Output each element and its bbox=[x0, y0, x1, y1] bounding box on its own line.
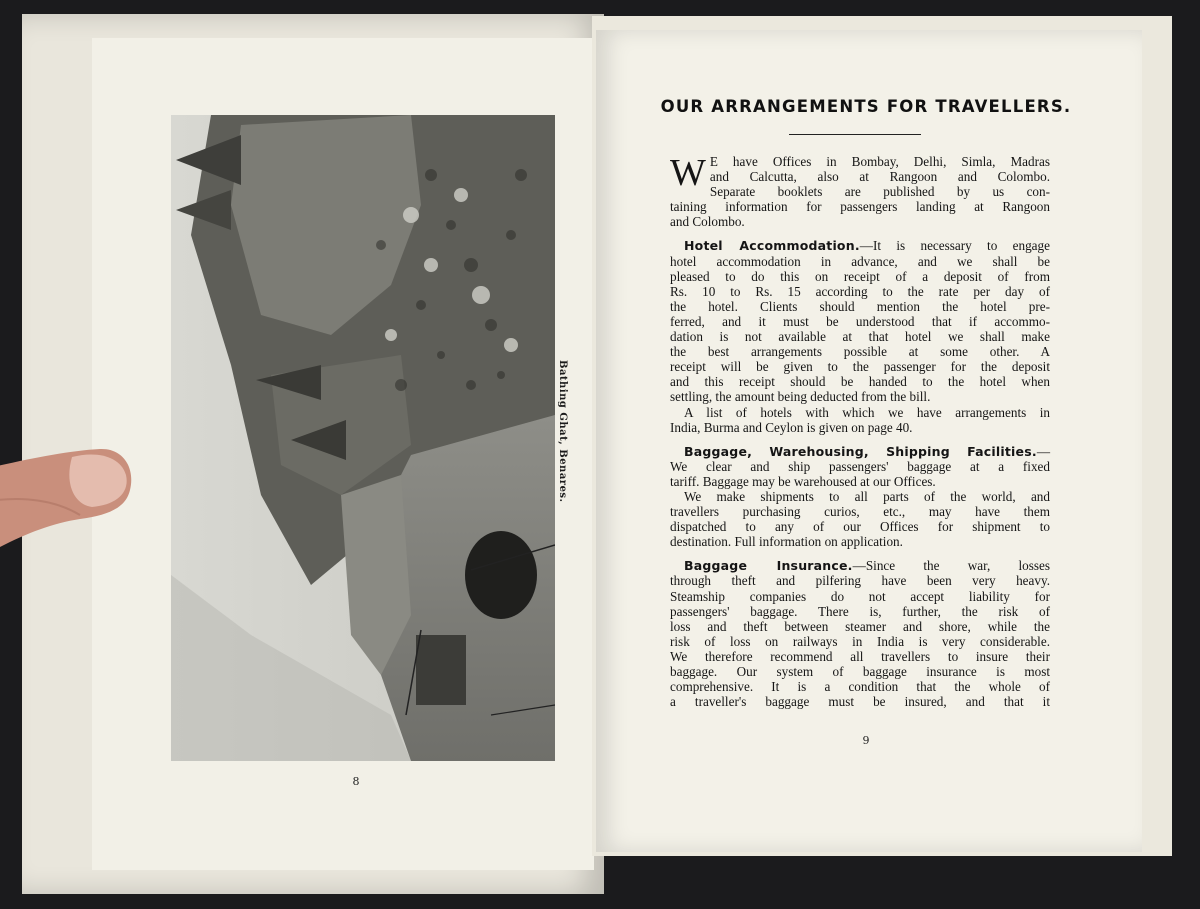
text-line: travellers purchasing curios, etc., may have them bbox=[670, 504, 1050, 520]
text-line: Separate booklets are published by us con- bbox=[709, 184, 1050, 200]
text-line: Baggage, Warehousing, Shipping Facilities.— bbox=[684, 443, 1050, 459]
text-line: A list of hotels with which we have arrangements in bbox=[684, 404, 1050, 420]
text-line: dispatched to any of our Offices for shipment to bbox=[670, 519, 1050, 535]
text-line: We make shipments to all parts of the world, and bbox=[684, 488, 1050, 504]
text-line: the best arrangements possible at some other. A bbox=[670, 344, 1050, 360]
text-line: and Calcutta, also at Rangoon and Colombo. bbox=[709, 169, 1050, 185]
text-line: and this receipt should be handed to the hotel when bbox=[670, 374, 1050, 390]
text-line: the hotel. Clients should mention the hotel pre- bbox=[670, 298, 1050, 314]
text-line: risk of loss on railways in India is very considerable. bbox=[670, 633, 1050, 649]
hotel-paragraph bbox=[670, 238, 1050, 434]
text-line: settling, the amount being deducted from the bill. bbox=[670, 389, 931, 405]
text-line: passengers' baggage. There is, further, the risk of bbox=[670, 603, 1050, 619]
bathing-ghat-photograph bbox=[171, 115, 555, 761]
body-text bbox=[670, 154, 1050, 709]
text-line: comprehensive. It is a condition that the whole of bbox=[670, 679, 1050, 695]
baggage-shipping-paragraph bbox=[670, 444, 1050, 550]
text-line: India, Burma and Ceylon is given on page 40. bbox=[670, 419, 913, 435]
photo-caption-text: Bathing Ghat, Benares. bbox=[557, 360, 568, 503]
text-line: Hotel Accommodation.—It is necessary to engage bbox=[684, 238, 1050, 254]
text-line: ferred, and it must be understood that if accommo- bbox=[670, 313, 1050, 329]
page-number-right: 9 bbox=[862, 734, 870, 747]
text-line: We clear and ship passengers' baggage at a fixed bbox=[670, 458, 1050, 474]
dropcap: W bbox=[670, 152, 706, 194]
page-title: OUR ARRANGEMENTS FOR TRAVELLERS. bbox=[660, 97, 1072, 116]
text-line: Rs. 10 to Rs. 15 according to the rate per day of bbox=[670, 283, 1050, 299]
text-line: taining information for passengers landing at Rangoon bbox=[670, 199, 1050, 215]
text-line: a traveller's baggage must be insured, and that it bbox=[670, 694, 1050, 710]
baggage-insurance-heading: Baggage Insurance. bbox=[684, 558, 853, 574]
text-line: E have Offices in Bombay, Delhi, Simla, Madras bbox=[709, 154, 1050, 169]
text-line: loss and theft between steamer and shore, while the bbox=[670, 618, 1050, 634]
text-line: through theft and pilfering have been very heavy. bbox=[670, 573, 1050, 589]
text-line: and Colombo. bbox=[670, 214, 745, 230]
baggage-insurance-paragraph bbox=[670, 558, 1050, 709]
hotel-heading: Hotel Accommodation. bbox=[684, 238, 860, 254]
title-rule bbox=[789, 134, 921, 135]
baggage-shipping-heading: Baggage, Warehousing, Shipping Facilities. bbox=[684, 443, 1037, 459]
text-line: Steamship companies do not accept liability for bbox=[670, 588, 1050, 604]
text-line: baggage. Our system of baggage insurance is most bbox=[670, 664, 1050, 679]
page-number-left: 8 bbox=[352, 775, 360, 788]
text-line: tariff. Baggage may be warehoused at our Offices. bbox=[670, 473, 936, 489]
text-line: destination. Full information on application. bbox=[670, 534, 903, 550]
text-line: We therefore recommend all travellers to insure their bbox=[670, 648, 1050, 664]
text-line: dation is not available at that hotel we shall make bbox=[670, 329, 1050, 345]
finger bbox=[0, 445, 135, 575]
text-line: pleased to do this on receipt of a deposit of from bbox=[670, 268, 1050, 284]
intro-paragraph bbox=[670, 154, 1050, 229]
text-line: receipt will be given to the passenger for the deposit bbox=[670, 359, 1050, 375]
text-line: Baggage Insurance.—Since the war, losses bbox=[684, 558, 1050, 574]
text-line: hotel accommodation in advance, and we shall be bbox=[670, 253, 1050, 269]
